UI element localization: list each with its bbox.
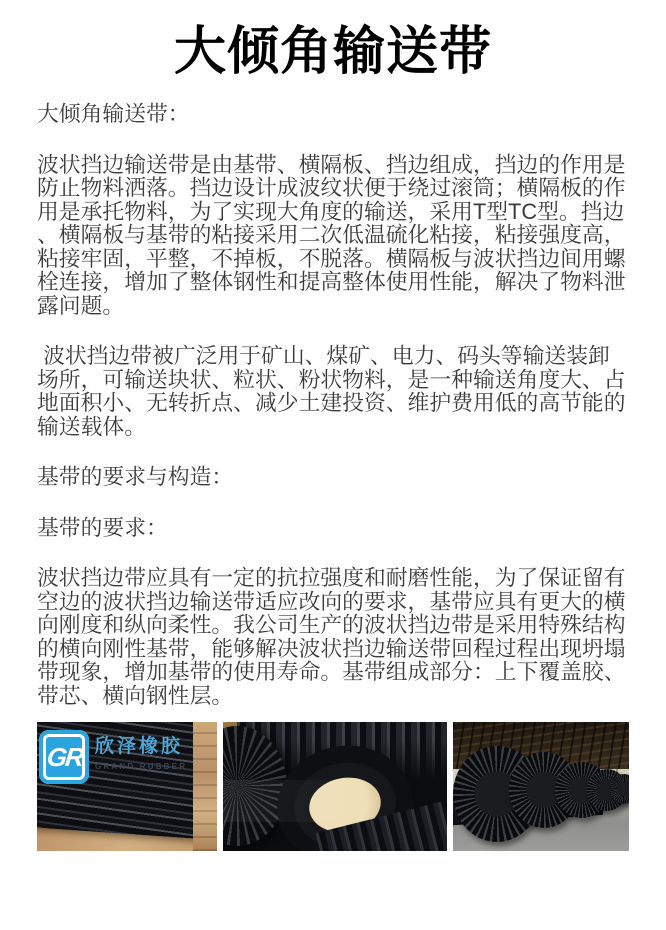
brand-logo (39, 730, 187, 784)
highlight-sheen (223, 780, 447, 822)
product-photo-gallery (37, 722, 629, 851)
brand-logo-icon (39, 730, 89, 784)
photo-coiled-belt-closeup (223, 722, 447, 851)
brand-monogram: GR (44, 741, 84, 772)
heading-base-belt-requirements: 基带的要求： (37, 514, 168, 540)
paragraph-intro-label: 大倾角输送带： (37, 101, 190, 127)
photo-sidewall-belt-panels (37, 722, 217, 851)
stone-floor-strip (193, 722, 217, 851)
heading-base-belt-requirements-structure: 基带的要求与构造： (37, 464, 234, 490)
paragraph-belt-structure: 波状挡边输送带是由基带、横隔板、挡边组成，挡边的作用是防止物料洒落。挡边设计成波纹状便于绕过滚筒；横隔板的作用是承托物料，为了实现大角度的输送，采用T型TC型。挡边、横隔板与基带的粘接采用二次低温硫化粘接，粘接强度高，粘接牢固，平整，不掉板，不脱落。横隔板与波状挡边间用螺栓连接，增加了整体钢性和提高整体使用性能，解决了物料泄露问题。 (37, 151, 626, 318)
brand-logo-text (95, 730, 187, 771)
paragraph-base-belt-details: 波状挡边带应具有一定的抗拉强度和耐磨性能，为了保证留有空边的波状挡边输送带适应改向的要求，基带应具有更大的横向刚度和纵向柔性。我公司生产的波状挡边带是采用特殊结构的横向刚性基带，能够解决波状挡边输送带回程过程出现坍塌带现象，增加基带的使用寿命。基带组成部分：上下覆盖胶、带芯、横向钢性层。 (37, 565, 626, 708)
brand-name-english: GRAND RUBBER (95, 762, 188, 771)
brand-name-chinese: 欣泽橡胶 (95, 736, 184, 758)
page-title: 大倾角输送带 (173, 23, 492, 81)
photo-warehouse-belt-coils (453, 722, 629, 851)
paragraph-belt-applications: 波状挡边带被广泛用于矿山、煤矿、电力、码头等输送装卸场所，可输送块状、粒状、粉状物料，是一种输送角度大、占地面积小、无转折点、减少土建投资、维护费用低的高节能的输送载体。 (37, 343, 626, 439)
